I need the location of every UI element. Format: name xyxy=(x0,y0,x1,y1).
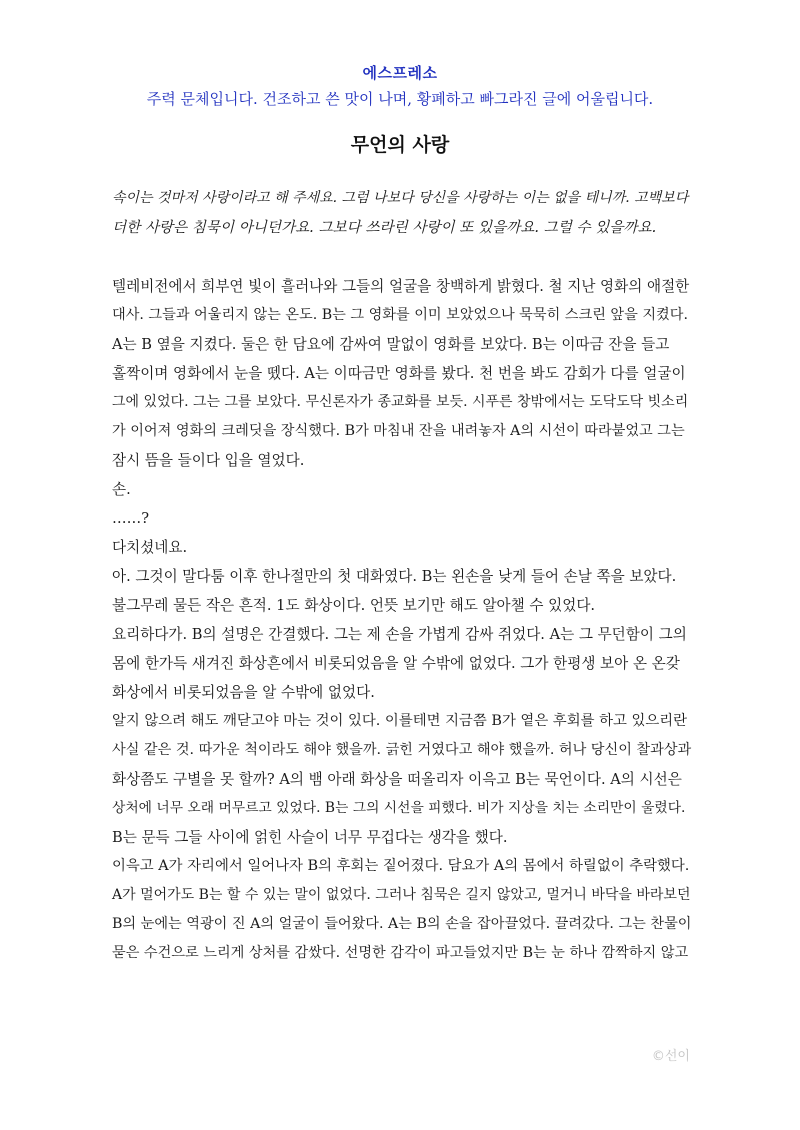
body-line: 화상쯤도 구별을 못 할까? A의 뱀 아래 화상을 떠올리자 이윽고 B는 묵언이다. A의 시선은 xyxy=(112,771,682,788)
body-line: 화상에서 비롯되었음을 알 수밖에 없었다. xyxy=(112,684,375,701)
body-line: 다치셨네요. xyxy=(112,539,188,556)
body-line: B의 눈에는 역광이 진 A의 얼굴이 들어왔다. A는 B의 손을 잡아끌었다. 끌려갔다. 그는 찬물이 xyxy=(112,916,692,932)
epigraph-line: 속이는 것마저 사랑이라고 해 주세요. 그럼 나보다 당신을 사랑하는 이는 없을 테니까. 고백보다 xyxy=(112,190,689,206)
body-line: 묻은 수건으로 느리게 상처를 감쌌다. 선명한 감각이 파고들었지만 B는 눈 하나 깜짝하지 않고 xyxy=(112,945,689,961)
font-name-heading: 에스프레소 xyxy=(362,64,438,82)
body-line: 아. 그것이 말다툼 이후 한나절만의 첫 대화였다. B는 왼손을 낮게 들어 손날 쪽을 보았다. xyxy=(112,568,677,585)
body-line: 이윽고 A가 자리에서 일어나자 B의 후회는 짙어졌다. 담요가 A의 몸에서 하릴없이 추락했다. xyxy=(112,858,690,874)
body-line: 손. xyxy=(112,481,131,498)
body-line: 요리하다가. B의 설명은 간결했다. 그는 제 손을 가볍게 감싸 쥐었다. A는 그 무던함이 그의 xyxy=(112,626,687,643)
body-line: 잠시 뜸을 들이다 입을 열었다. xyxy=(112,452,305,469)
body-line: 그에 있었다. 그는 그를 보았다. 무신론자가 종교화를 보듯. 시푸른 창밖에서는 도닥도닥 빗소리 xyxy=(112,394,689,410)
body-line: 홀짝이며 영화에서 눈을 뗐다. A는 이따금만 영화를 봤다. 천 번을 봐도 감회가 다를 얼굴이 xyxy=(112,365,686,382)
epigraph-line: 더한 사랑은 침묵이 아니던가요. 그보다 쓰라린 사랑이 또 있을까요. 그럴 수 있을까요. xyxy=(112,219,657,236)
story-body xyxy=(112,272,692,968)
body-line: ……? xyxy=(112,510,150,527)
body-line: 몸에 한가득 새겨진 화상흔에서 비롯되었음을 알 수밖에 없었다. 그가 한평생 보아 온 온갖 xyxy=(112,655,680,672)
body-line: 대사. 그들과 어울리지 않는 온도. B는 그 영화를 이미 보았었으나 묵묵히 스크린 앞을 지켰다. xyxy=(112,307,688,323)
story-title: 무언의 사랑 xyxy=(350,134,450,156)
body-line: 사실 같은 것. 따가운 척이라도 해야 했을까. 긁힌 거였다고 해야 했을까. 허나 당신이 찰과상과 xyxy=(112,742,692,758)
body-line: A는 B 옆을 지켰다. 둘은 한 담요에 감싸여 말없이 영화를 보았다. B는 이따금 잔을 들고 xyxy=(112,336,670,353)
body-line: 텔레비전에서 희부연 빛이 흘러나와 그들의 얼굴을 창백하게 밝혔다. 철 지난 영화의 애절한 xyxy=(112,278,690,295)
body-line: A가 멀어가도 B는 할 수 있는 말이 없었다. 그러나 침묵은 길지 않았고, 멀거니 바닥을 바라보던 xyxy=(112,887,691,903)
body-line: 불그무레 물든 작은 흔적. 1도 화상이다. 언뜻 보기만 해도 알아챌 수 있었다. xyxy=(112,597,596,614)
copyright-mark: ©선이 xyxy=(651,1049,690,1064)
body-line: B는 문득 그들 사이에 얽힌 사슬이 너무 무겁다는 생각을 했다. xyxy=(112,829,508,846)
body-line: 알지 않으려 해도 깨닫고야 마는 것이 있다. 이를테면 지금쯤 B가 옅은 후회를 하고 있으리란 xyxy=(112,713,688,729)
body-line: 상처에 너무 오래 머무르고 있었다. B는 그의 시선을 피했다. 비가 지상을 치는 소리만이 울렸다. xyxy=(112,800,686,816)
font-description: 주력 문체입니다. 건조하고 쓴 맛이 나며, 황폐하고 빠그라진 글에 어울립니다. xyxy=(146,90,654,108)
body-line: 가 이어져 영화의 크레딧을 장식했다. B가 마침내 잔을 내려놓자 A의 시선이 따라붙었고 그는 xyxy=(112,423,685,439)
epigraph xyxy=(112,184,692,242)
